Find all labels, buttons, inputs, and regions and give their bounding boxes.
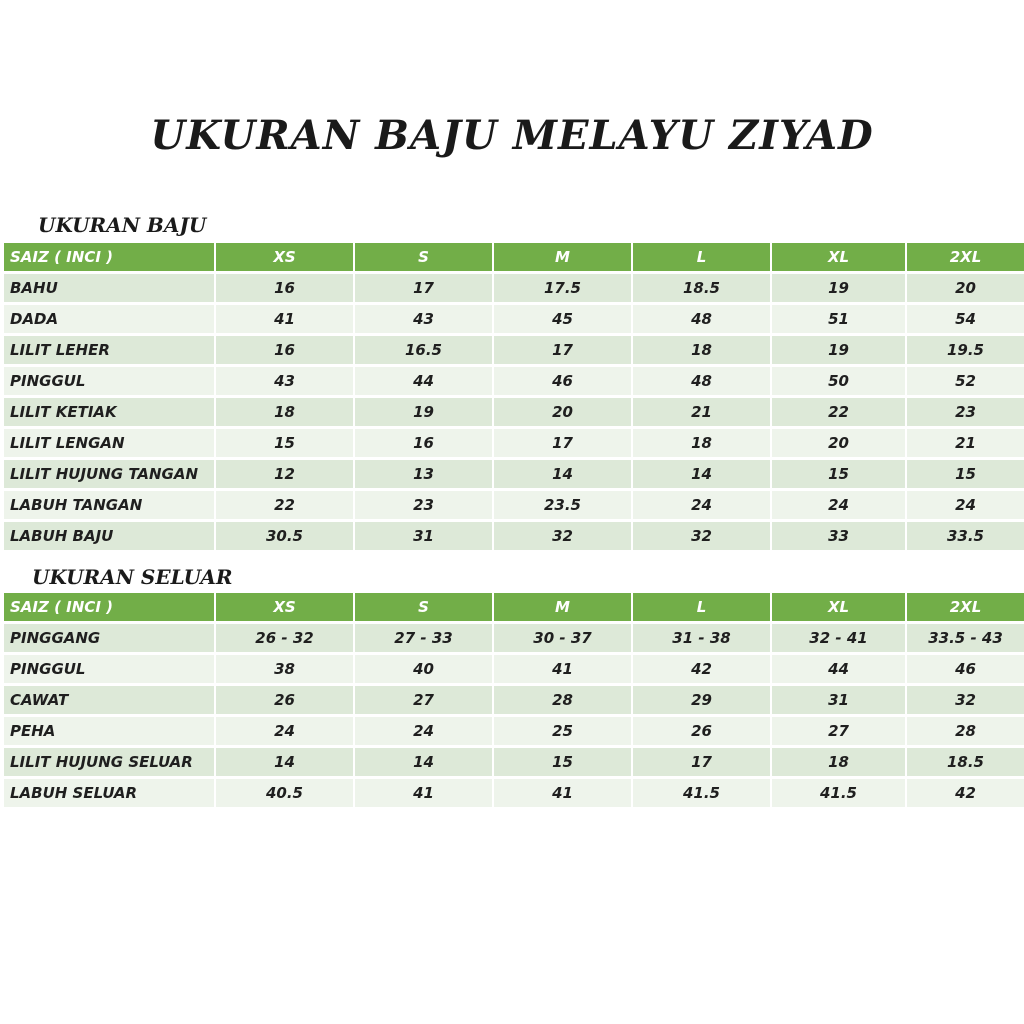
measurement-value: 28 <box>907 717 1024 745</box>
seluar-header-size: L <box>633 593 770 621</box>
measurement-value: 24 <box>633 491 770 519</box>
measurement-value: 32 <box>494 522 631 550</box>
baju-header-size: 2XL <box>907 243 1024 271</box>
baju-size-table <box>2 240 1024 553</box>
baju-header-size: M <box>494 243 631 271</box>
table-row <box>4 686 1024 714</box>
baju-table-body <box>4 274 1024 550</box>
section-title-seluar: UKURAN SELUAR <box>32 565 233 589</box>
measurement-value: 19 <box>772 336 905 364</box>
measurement-value: 33.5 <box>907 522 1024 550</box>
seluar-header-size: XS <box>216 593 353 621</box>
measurement-value: 43 <box>355 305 492 333</box>
measurement-value: 26 - 32 <box>216 624 353 652</box>
measurement-label: LABUH TANGAN <box>4 491 214 519</box>
measurement-value: 18 <box>633 429 770 457</box>
table-row <box>4 655 1024 683</box>
measurement-value: 18 <box>216 398 353 426</box>
measurement-value: 18.5 <box>907 748 1024 776</box>
measurement-value: 32 - 41 <box>772 624 905 652</box>
table-row <box>4 717 1024 745</box>
baju-header-size: XS <box>216 243 353 271</box>
measurement-value: 18 <box>633 336 770 364</box>
measurement-value: 33.5 - 43 <box>907 624 1024 652</box>
measurement-value: 16 <box>216 274 353 302</box>
measurement-value: 31 <box>355 522 492 550</box>
measurement-value: 44 <box>772 655 905 683</box>
measurement-value: 20 <box>494 398 631 426</box>
measurement-value: 42 <box>907 779 1024 807</box>
baju-table-header <box>4 243 1024 271</box>
measurement-value: 32 <box>907 686 1024 714</box>
measurement-value: 41.5 <box>633 779 770 807</box>
measurement-value: 16 <box>216 336 353 364</box>
measurement-value: 24 <box>355 717 492 745</box>
seluar-table-body <box>4 624 1024 807</box>
measurement-value: 40.5 <box>216 779 353 807</box>
measurement-value: 54 <box>907 305 1024 333</box>
measurement-value: 19 <box>355 398 492 426</box>
measurement-value: 15 <box>216 429 353 457</box>
seluar-header-size: 2XL <box>907 593 1024 621</box>
table-row <box>4 491 1024 519</box>
measurement-value: 32 <box>633 522 770 550</box>
measurement-value: 17 <box>633 748 770 776</box>
measurement-value: 22 <box>772 398 905 426</box>
measurement-label: LILIT KETIAK <box>4 398 214 426</box>
measurement-value: 23 <box>907 398 1024 426</box>
table-row <box>4 336 1024 364</box>
measurement-value: 41 <box>216 305 353 333</box>
seluar-header-size: XL <box>772 593 905 621</box>
measurement-value: 28 <box>494 686 631 714</box>
measurement-value: 12 <box>216 460 353 488</box>
measurement-value: 29 <box>633 686 770 714</box>
table-row <box>4 429 1024 457</box>
measurement-label: LILIT LENGAN <box>4 429 214 457</box>
table-row <box>4 522 1024 550</box>
measurement-value: 14 <box>633 460 770 488</box>
measurement-label: LILIT LEHER <box>4 336 214 364</box>
measurement-label: CAWAT <box>4 686 214 714</box>
measurement-value: 23.5 <box>494 491 631 519</box>
table-row <box>4 367 1024 395</box>
measurement-value: 16 <box>355 429 492 457</box>
measurement-value: 41 <box>355 779 492 807</box>
seluar-size-table <box>2 590 1024 810</box>
seluar-header-size: M <box>494 593 631 621</box>
measurement-label: LILIT HUJUNG TANGAN <box>4 460 214 488</box>
measurement-value: 15 <box>907 460 1024 488</box>
measurement-value: 16.5 <box>355 336 492 364</box>
measurement-value: 21 <box>907 429 1024 457</box>
measurement-value: 17 <box>494 429 631 457</box>
measurement-value: 20 <box>907 274 1024 302</box>
measurement-value: 22 <box>216 491 353 519</box>
measurement-label: LABUH BAJU <box>4 522 214 550</box>
section-title-baju: UKURAN BAJU <box>38 213 207 237</box>
measurement-value: 41.5 <box>772 779 905 807</box>
measurement-value: 46 <box>494 367 631 395</box>
measurement-value: 43 <box>216 367 353 395</box>
measurement-value: 26 <box>633 717 770 745</box>
measurement-value: 17 <box>355 274 492 302</box>
measurement-value: 38 <box>216 655 353 683</box>
seluar-header-label: SAIZ ( INCI ) <box>4 593 214 621</box>
measurement-label: PINGGUL <box>4 367 214 395</box>
measurement-label: BAHU <box>4 274 214 302</box>
measurement-value: 44 <box>355 367 492 395</box>
table-row <box>4 748 1024 776</box>
measurement-value: 27 <box>772 717 905 745</box>
measurement-value: 24 <box>216 717 353 745</box>
measurement-value: 24 <box>772 491 905 519</box>
measurement-value: 31 <box>772 686 905 714</box>
measurement-value: 48 <box>633 367 770 395</box>
measurement-value: 15 <box>772 460 905 488</box>
measurement-value: 30 - 37 <box>494 624 631 652</box>
page-title: UKURAN BAJU MELAYU ZIYAD <box>150 112 874 159</box>
measurement-value: 27 - 33 <box>355 624 492 652</box>
measurement-value: 19.5 <box>907 336 1024 364</box>
measurement-value: 17.5 <box>494 274 631 302</box>
table-row <box>4 779 1024 807</box>
measurement-value: 41 <box>494 779 631 807</box>
seluar-table-header <box>4 593 1024 621</box>
measurement-value: 46 <box>907 655 1024 683</box>
measurement-value: 17 <box>494 336 631 364</box>
measurement-value: 14 <box>355 748 492 776</box>
baju-header-label: SAIZ ( INCI ) <box>4 243 214 271</box>
measurement-value: 52 <box>907 367 1024 395</box>
measurement-value: 45 <box>494 305 631 333</box>
measurement-label: PINGGUL <box>4 655 214 683</box>
measurement-value: 24 <box>907 491 1024 519</box>
measurement-value: 41 <box>494 655 631 683</box>
measurement-value: 27 <box>355 686 492 714</box>
seluar-header-size: S <box>355 593 492 621</box>
measurement-label: LABUH SELUAR <box>4 779 214 807</box>
measurement-value: 21 <box>633 398 770 426</box>
measurement-value: 19 <box>772 274 905 302</box>
measurement-value: 42 <box>633 655 770 683</box>
measurement-value: 15 <box>494 748 631 776</box>
measurement-value: 48 <box>633 305 770 333</box>
table-row <box>4 274 1024 302</box>
baju-header-size: S <box>355 243 492 271</box>
baju-header-row <box>4 243 1024 271</box>
seluar-header-row <box>4 593 1024 621</box>
table-row <box>4 624 1024 652</box>
measurement-value: 51 <box>772 305 905 333</box>
measurement-label: PINGGANG <box>4 624 214 652</box>
measurement-value: 20 <box>772 429 905 457</box>
measurement-value: 40 <box>355 655 492 683</box>
measurement-value: 30.5 <box>216 522 353 550</box>
table-row <box>4 398 1024 426</box>
measurement-value: 26 <box>216 686 353 714</box>
measurement-value: 33 <box>772 522 905 550</box>
table-row <box>4 305 1024 333</box>
measurement-label: LILIT HUJUNG SELUAR <box>4 748 214 776</box>
measurement-value: 25 <box>494 717 631 745</box>
measurement-value: 18 <box>772 748 905 776</box>
measurement-value: 50 <box>772 367 905 395</box>
measurement-value: 23 <box>355 491 492 519</box>
measurement-value: 14 <box>216 748 353 776</box>
measurement-value: 14 <box>494 460 631 488</box>
baju-header-size: XL <box>772 243 905 271</box>
measurement-label: DADA <box>4 305 214 333</box>
measurement-value: 13 <box>355 460 492 488</box>
baju-header-size: L <box>633 243 770 271</box>
measurement-value: 18.5 <box>633 274 770 302</box>
table-row <box>4 460 1024 488</box>
measurement-label: PEHA <box>4 717 214 745</box>
measurement-value: 31 - 38 <box>633 624 770 652</box>
